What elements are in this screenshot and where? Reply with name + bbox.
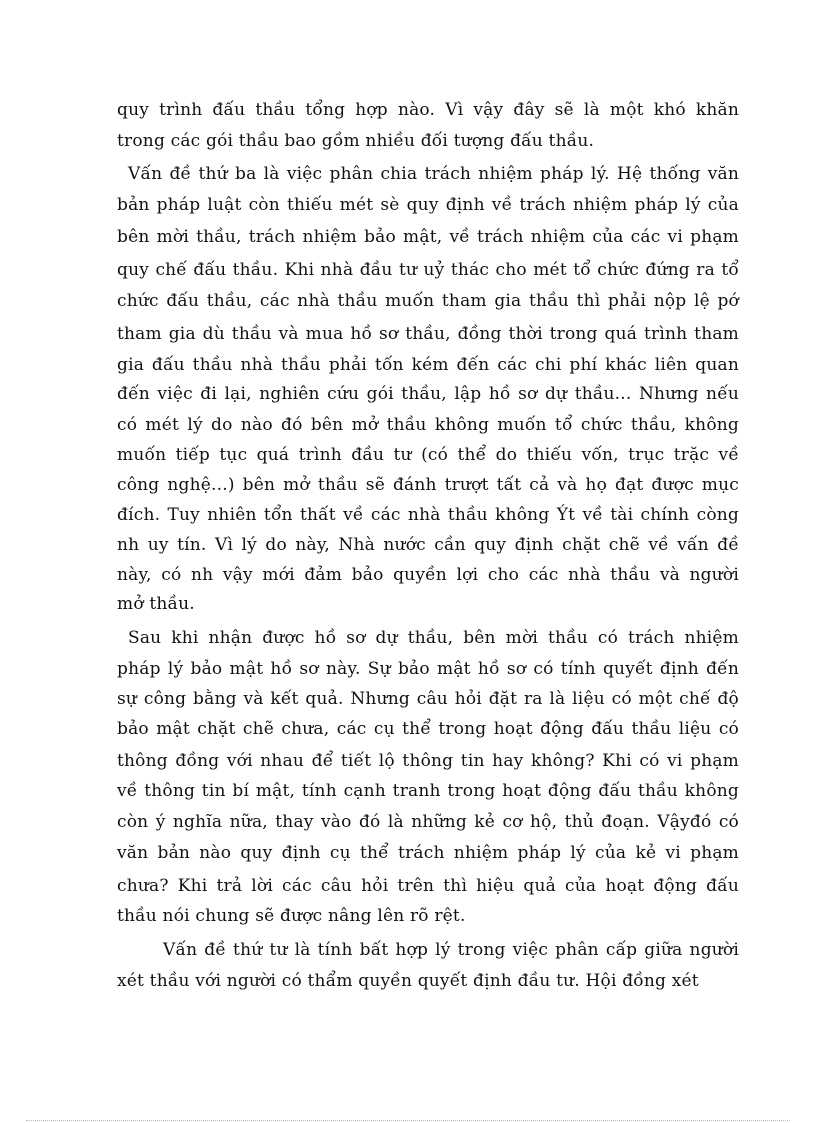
text-line: văn bản nào quy định cụ thể trách nhiệm pháp lý của kẻ vi phạm [117, 843, 739, 863]
text-line: quy trình đấu thầu tổng hợp nào. Vì vậy đây sẽ là một khó khăn [117, 100, 739, 120]
text-line: mở thầu. [117, 594, 195, 614]
text-line: bên mời thầu, trách nhiệm bảo mật, về trách nhiệm của các vi phạm [117, 227, 739, 247]
text-line: sự công bằng và kết quả. Nhưng câu hỏi đặt ra là liệu có một chế độ [117, 689, 739, 709]
text-line: bảo mật chặt chẽ chưa, các cụ thể trong hoạt động đấu thầu liệu có [117, 719, 739, 739]
page-bottom-divider [26, 1120, 790, 1121]
text-line: có mét lý do nào đó bên mở thầu không muốn tổ chức thầu, không [117, 415, 739, 435]
text-line: muốn tiếp tục quá trình đầu tư (có thể do thiếu vốn, trục trặc về [117, 445, 739, 465]
text-line: bản pháp luật còn thiếu mét sè quy định về trách nhiệm pháp lý của [117, 195, 739, 215]
text-line: nh uy tín. Vì lý do này, Nhà nước cần quy định chặt chẽ về vấn đề [117, 535, 739, 555]
text-line: còn ý nghĩa nữa, thay vào đó là những kẻ cơ hộ, thủ đoạn. Vậyđó có [117, 812, 739, 832]
text-line: Vấn đề thứ tư là tính bất hợp lý trong việc phân cấp giữa người [163, 940, 739, 960]
text-line: Vấn đề thứ ba là việc phân chia trách nhiệm pháp lý. Hệ thống văn [128, 164, 739, 184]
text-line: về thông tin bí mật, tính cạnh tranh trong hoạt động đấu thầu không [117, 781, 739, 801]
text-line: Sau khi nhận được hồ sơ dự thầu, bên mời thầu có trách nhiệm [128, 628, 739, 648]
text-line: đích. Tuy nhiên tổn thất về các nhà thầu không Ýt về tài chính còng [117, 505, 739, 525]
text-line: pháp lý bảo mật hồ sơ này. Sự bảo mật hồ sơ có tính quyết định đến [117, 659, 739, 679]
text-line: công nghệ...) bên mở thầu sẽ đánh trượt tất cả và họ đạt được mục [117, 475, 739, 495]
text-line: thông đồng với nhau để tiết lộ thông tin hay không? Khi có vi phạm [117, 751, 739, 771]
text-line: thầu nói chung sẽ được nâng lên rõ rệt. [117, 906, 466, 926]
text-line: chức đấu thầu, các nhà thầu muốn tham gia thầu thì phải nộp lệ pớ [117, 291, 739, 311]
text-line: này, có nh vậy mới đảm bảo quyền lợi cho các nhà thầu và người [117, 565, 739, 585]
text-line: trong các gói thầu bao gồm nhiều đối tượng đấu thầu. [117, 131, 595, 151]
text-line: gia đấu thầu nhà thầu phải tốn kém đến các chi phí khác liên quan [117, 355, 739, 375]
text-line: tham gia dù thầu và mua hồ sơ thầu, đồng thời trong quá trình tham [117, 324, 739, 344]
text-line: chưa? Khi trả lời các câu hỏi trên thì hiệu quả của hoạt động đấu [117, 876, 739, 896]
text-line: xét thầu với người có thẩm quyền quyết định đầu tư. Hội đồng xét [117, 971, 699, 991]
text-line: quy chế đấu thầu. Khi nhà đầu tư uỷ thác cho mét tổ chức đứng ra tổ [117, 260, 739, 280]
text-line: đến việc đi lại, nghiên cứu gói thầu, lập hồ sơ dự thầu... Nhưng nếu [117, 384, 739, 404]
